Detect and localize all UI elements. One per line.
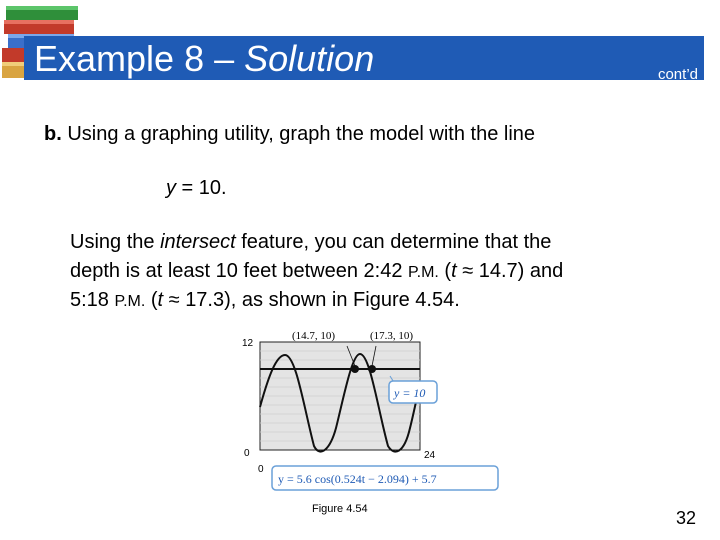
pm-label: P.M. — [114, 293, 146, 310]
part-label: b. — [44, 123, 62, 145]
text-run: Using the — [70, 231, 161, 253]
figure-caption: Figure 4.54 — [312, 503, 368, 515]
t-variable: t — [157, 289, 164, 311]
text-run: 14.7) and — [478, 260, 564, 282]
t-variable: t — [451, 260, 457, 282]
page-number: 32 — [675, 508, 696, 528]
equation-variable: y — [166, 177, 176, 199]
continued-label: cont’d — [657, 66, 698, 83]
part-b-text: Using a graphing utility, graph the model with the line — [61, 123, 536, 145]
equation-rest: = 10. — [176, 177, 227, 199]
slide-title — [34, 38, 374, 80]
text-run: feature, you can determine that the — [235, 231, 552, 253]
intersection-point-2 — [368, 365, 376, 373]
text-run: ( — [145, 289, 158, 311]
text-run: ( — [438, 260, 452, 282]
graph-figure — [240, 328, 510, 498]
paragraph-line-1 — [70, 228, 551, 257]
y-min-label: 0 — [244, 448, 250, 459]
approx-symbol: ≈ — [456, 260, 479, 282]
text-run: 5:18 — [70, 289, 115, 311]
paragraph-line-3 — [70, 286, 460, 316]
text-run: depth is at least 10 feet between 2:42 — [70, 260, 409, 282]
part-b-line — [44, 120, 535, 149]
intersection-point-1 — [351, 365, 359, 373]
point1-label: (14.7, 10) — [292, 330, 336, 342]
y-max-label: 12 — [242, 338, 254, 349]
paragraph-line-2 — [70, 257, 563, 287]
pm-label: P.M. — [408, 264, 439, 281]
title-italic: Solution — [244, 38, 375, 79]
intersect-term: intersect — [160, 231, 236, 253]
title-prefix: Example 8 – — [34, 38, 245, 79]
model-equation: y = 5.6 cos(0.524t − 2.094) + 5.7 — [278, 472, 437, 486]
approx-symbol: ≈ — [163, 289, 186, 311]
equation-line — [166, 174, 227, 203]
point2-label: (17.3, 10) — [370, 330, 414, 342]
x-max-label: 24 — [424, 450, 436, 461]
text-run: 17.3), as shown in Figure 4.54. — [185, 289, 460, 311]
x-min-label: 0 — [258, 464, 264, 475]
line-label: y = 10 — [394, 386, 426, 400]
